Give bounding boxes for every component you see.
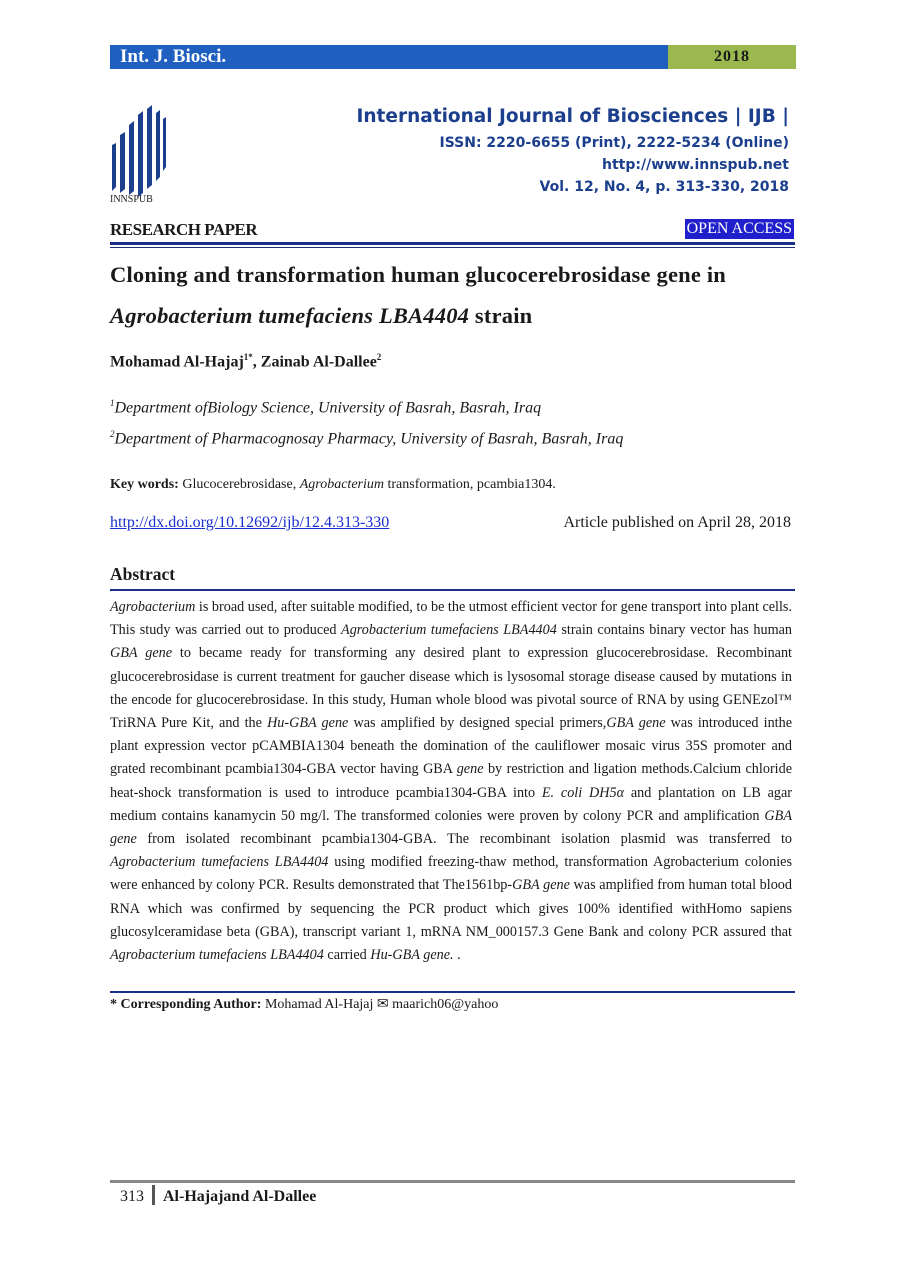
journal-title: International Journal of Biosciences | IJB | (356, 106, 789, 127)
open-access-badge: OPEN ACCESS (686, 220, 792, 237)
abs-s16: from isolated recombinant pcambia1304-GBA. The recombinant isolation plasmid was transferred to (136, 831, 792, 848)
paper-type: RESEARCH PAPER (110, 220, 258, 239)
aff1-text: Department ofBiology Science, University of Basrah, Basrah, Iraq (114, 399, 542, 417)
year: 2018 (714, 48, 750, 65)
title-line-1: Cloning and transformation human glucocerebrosidase gene in (110, 262, 727, 287)
authors (110, 352, 381, 371)
abs-s18: using modified freezing-thaw method, transformation Agrobacterium colonies were enhanced by colony PCR. Results demonstrated that The1561bp- (110, 854, 792, 894)
abs-s11: gene (456, 761, 484, 778)
publish-date: Article published on April 28, 2018 (563, 514, 791, 531)
keywords-label: Key words: (110, 477, 179, 492)
abs-s17: Agrobacterium tumefaciens LBA4404 (110, 854, 329, 871)
author-sep: , (252, 353, 261, 371)
page-number: 313 (120, 1188, 144, 1205)
header-rule (110, 242, 795, 245)
doi-link[interactable]: http://dx.doi.org/10.12692/ijb/12.4.313-330 (110, 514, 390, 531)
aff2-sup: 2 (110, 429, 115, 439)
abs-s9: GBA gene (606, 715, 666, 732)
keywords (110, 477, 556, 493)
title-organism: Agrobacterium tumefaciens LBA4404 (110, 303, 470, 328)
page-footer (120, 1185, 316, 1206)
abs-s10: was introduced inthe plant expression vector pCAMBIA1304 beneath the domination of the cauliflower mosaic virus 35S promoter and grated recombinant pcambia1304-GBA vector having GBA (110, 715, 792, 778)
abs-s22: carried (323, 947, 371, 964)
journal-short-bar (110, 45, 668, 69)
corr-label: Corresponding Author: (120, 997, 262, 1012)
corresponding-author: * Corresponding Author: Mohamad Al-Hajaj ✉ maarich06@yahoo (110, 997, 499, 1012)
abs-s3: Agrobacterium tumefaciens LBA4404 (341, 622, 557, 639)
abs-s7: Hu-GBA gene (267, 715, 349, 732)
corr-email[interactable]: maarich06@yahoo (388, 997, 499, 1012)
corr-name: Mohamad Al-Hajaj (261, 997, 377, 1012)
aff2-text: Department of Pharmacognosay Pharmacy, University of Basrah, Basrah, Iraq (114, 430, 624, 448)
author-1: Mohamad Al-Hajaj (110, 353, 244, 371)
author-1-sup: 1* (243, 352, 253, 362)
author-2: Zainab Al-Dallee (260, 353, 377, 371)
author-2-sup: 2 (376, 352, 382, 362)
abs-s4: strain contains binary vector has human (556, 622, 792, 639)
publisher-logo-text: INNSPUB (110, 194, 153, 205)
keywords-a: Glucocerebrosidase, (178, 477, 300, 492)
journal-short: Int. J. Biosci. (120, 46, 227, 67)
footer-authors: Al-Hajajand Al-Dallee (163, 1188, 317, 1205)
journal-issn: ISSN: 2220-6655 (Print), 2222-5234 (Online) (439, 135, 789, 151)
journal-volume: Vol. 12, No. 4, p. 313-330, 2018 (539, 179, 789, 195)
abs-s23: Hu-GBA gene. (370, 947, 454, 964)
abs-s6: to became ready for transforming any desired plant to expression glucocerebrosidase. Recombinant glucocerebrosidase is current treatment for gaucher disease which is lysosomal storage disease caused by mutations in the encode for glucocerebrosidase. In this study, Human whole blood was pivotal source of RNA by using GENEzol™ TriRNA Pure Kit, and the (110, 645, 793, 732)
abs-s5: GBA gene (110, 645, 173, 662)
abs-s15: GBA gene (110, 807, 792, 848)
keywords-b: Agrobacterium (299, 477, 384, 492)
abstract-heading: Abstract (110, 564, 176, 584)
footer-rule (110, 1180, 795, 1183)
keywords-c: transformation, pcambia1304. (383, 477, 556, 492)
abs-s20: was amplified from human total blood RNA which was confirmed by sequencing the PCR product which gives 100% identified withHomo sapiens glucosylceramidase beta (GBA), transcript variant 1, mRNA NM_000157.3 Gene Bank and colony PCR assured that (110, 877, 792, 940)
affiliation-1 (110, 398, 541, 417)
header-rule-thin (110, 247, 795, 248)
abs-s8: was amplified by designed special primers, (348, 715, 607, 732)
abs-s14: and plantation on LB agar medium contains kanamycin 50 mg/l. The transformed colonies were proven by colony PCR and amplification (110, 784, 792, 824)
abs-s12: by restriction and ligation methods.Calcium chloride heat-shock transformation is used to introduce pcambia1304-GBA into (110, 761, 792, 801)
innspub-logo-icon (110, 105, 174, 203)
abs-s2: is broad used, after suitable modified, to be the utmost efficient vector for gene transport into plant cells. This study was carried out to produced (110, 599, 792, 639)
abs-s13: E. coli DH5α (541, 784, 625, 801)
envelope-icon: ✉ (376, 997, 389, 1012)
abs-s19: GBA gene (512, 877, 570, 894)
abs-s24: . (453, 947, 461, 964)
abstract-rule-bottom (110, 991, 795, 993)
abstract-rule-top (110, 589, 795, 591)
abs-s1: Agrobacterium (110, 599, 196, 615)
article-title (110, 254, 800, 336)
title-line-2-rest: strain (469, 303, 533, 328)
aff1-sup: 1 (110, 398, 115, 408)
affiliation-2 (110, 429, 623, 448)
year-bar (668, 45, 796, 69)
abs-s21: Agrobacterium tumefaciens LBA4404 (110, 947, 324, 964)
footer-separator (152, 1185, 155, 1205)
abstract-body (110, 596, 792, 967)
journal-url[interactable]: http://www.innspub.net (602, 157, 789, 173)
